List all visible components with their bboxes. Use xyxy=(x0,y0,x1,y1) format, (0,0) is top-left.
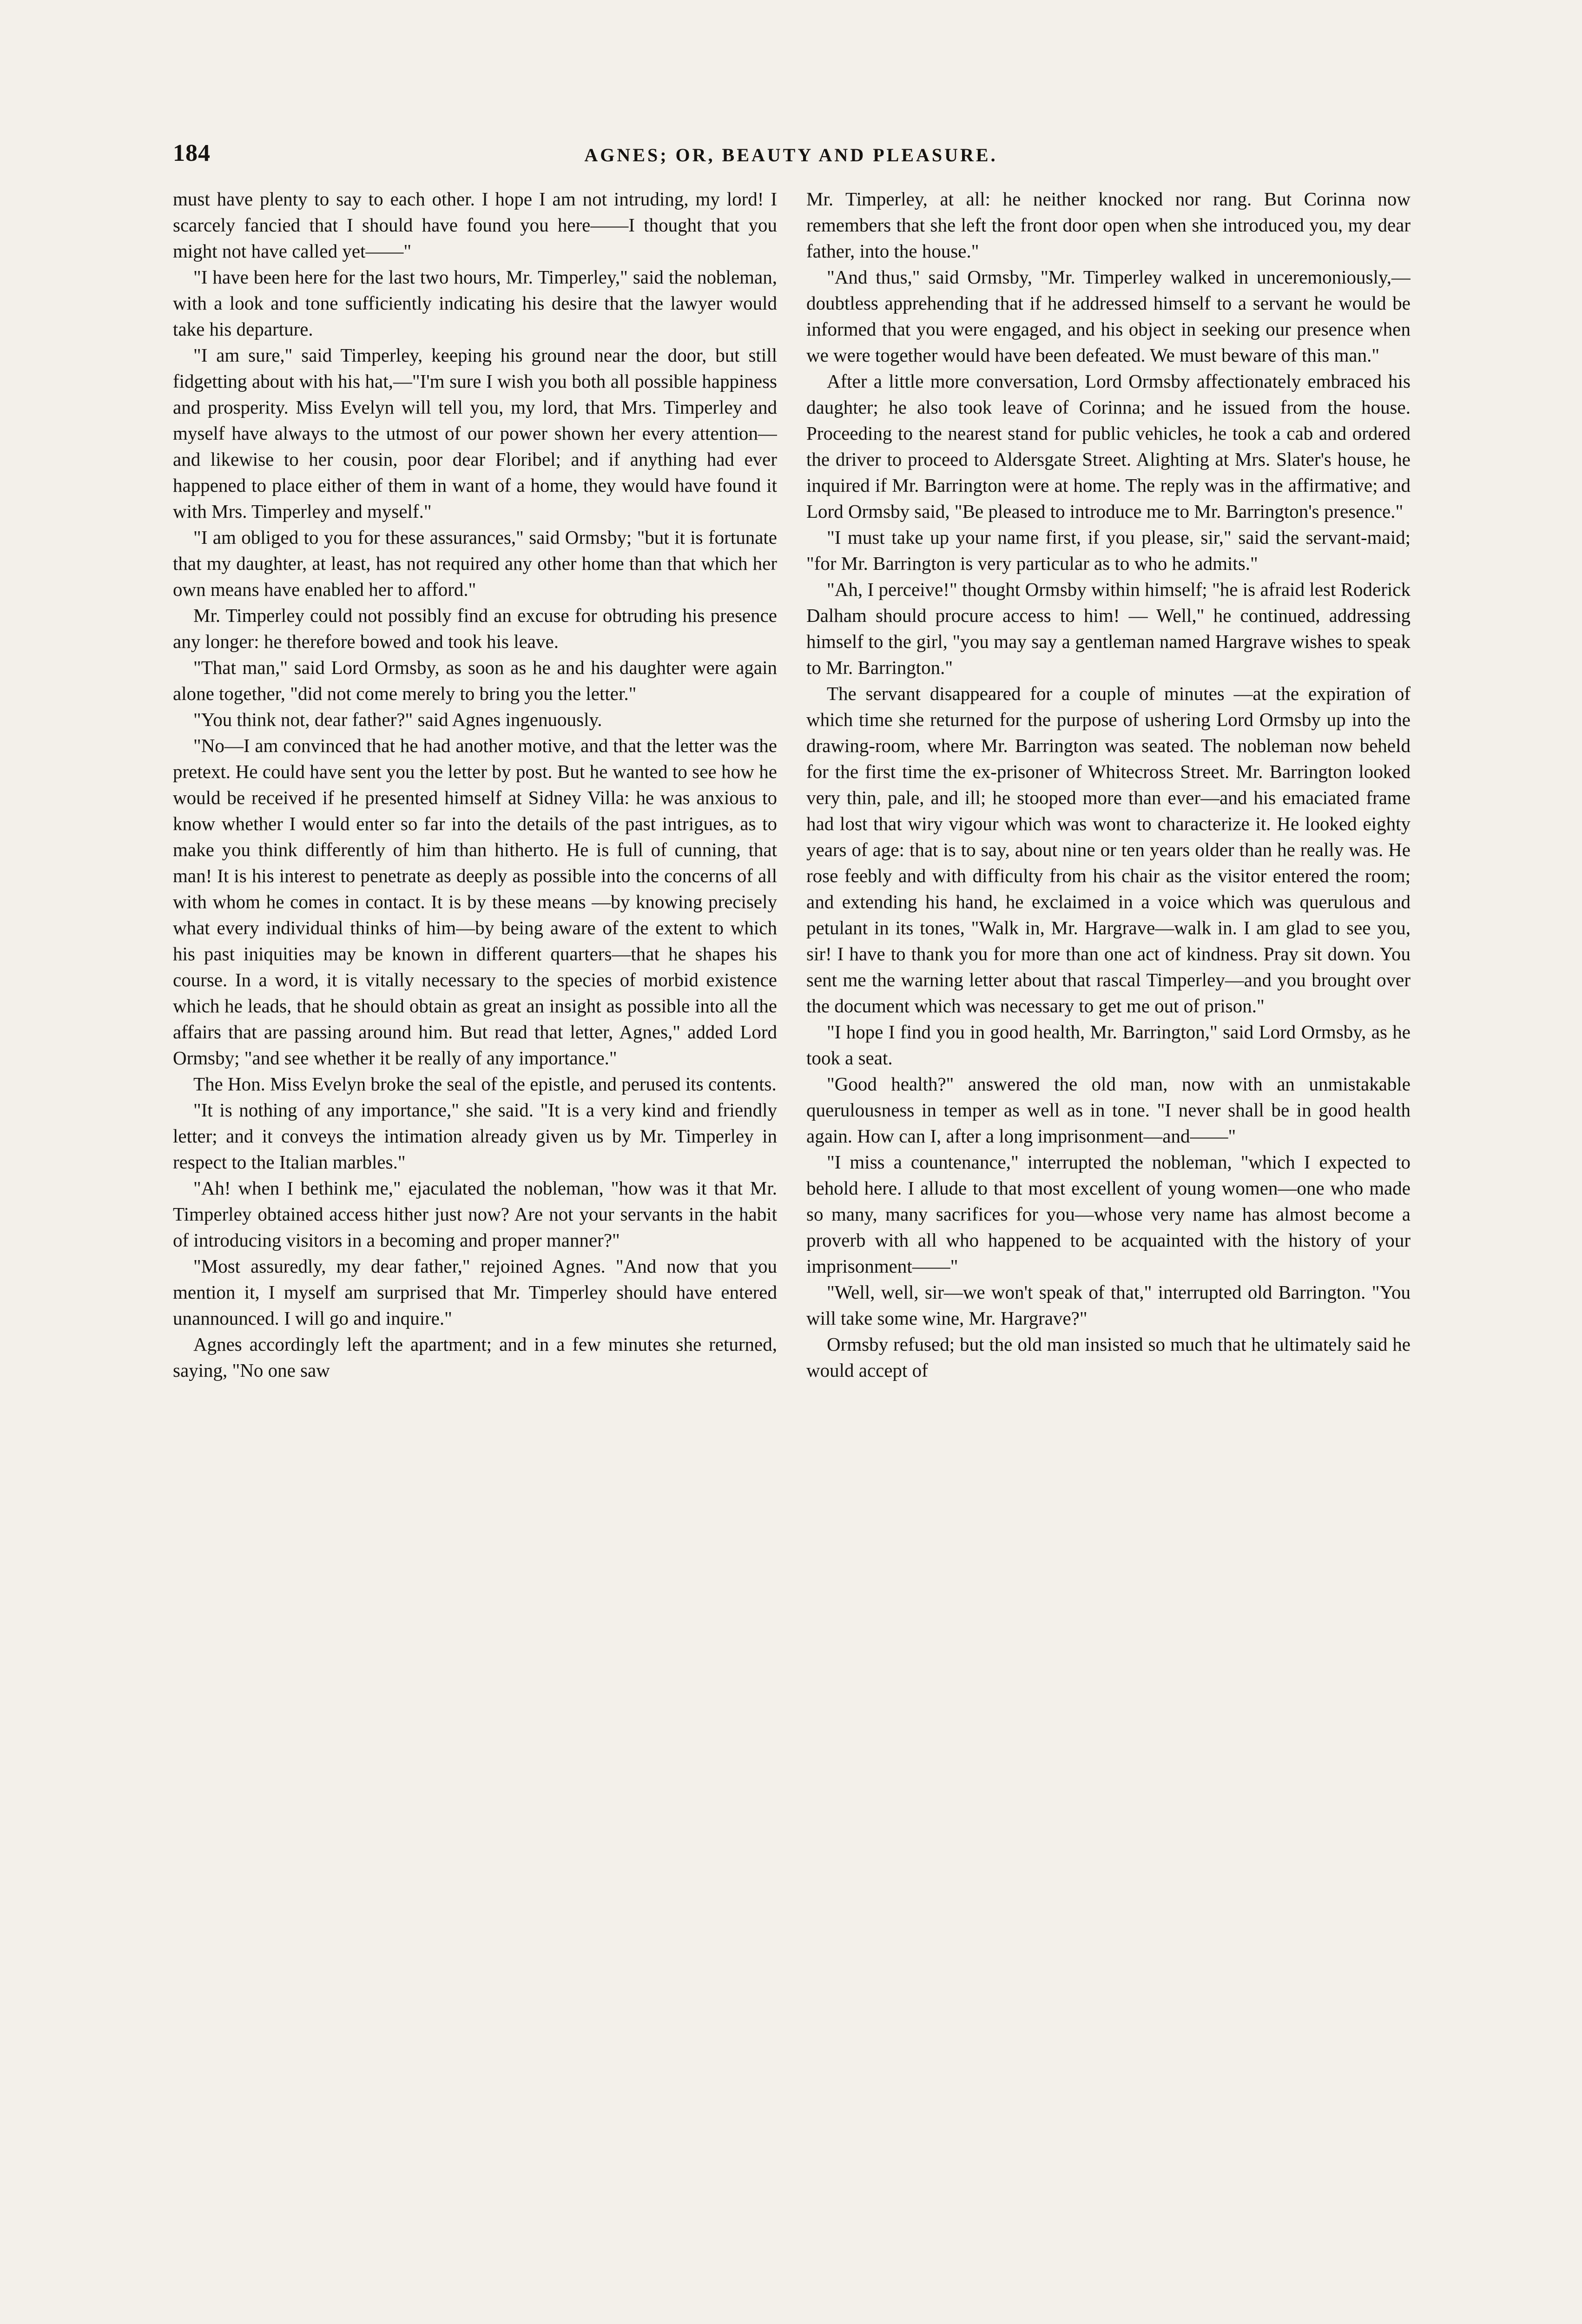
paragraph: "I miss a countenance," interrupted the nobleman, "which I expected to behold here. I allude to that most excellent of young women—one who made so many, many sacrifices for you—whose very name has almost become a proverb with all who happened to be acquainted with the history of your imprisonment——" xyxy=(806,1151,1411,1277)
paragraph: Agnes accordingly left the apartment; and in a few minutes she returned, saying, "No one saw xyxy=(173,1334,777,1381)
paragraph: must have plenty to say to each other. I hope I am not intruding, my lord! I scarcely fancied that I should have found you here——I thought that you might not have called yet——" xyxy=(173,188,777,262)
paragraph: "It is nothing of any importance," she said. "It is a very kind and friendly letter; and it conveys the intimation already given us by Mr. Timperley in respect to the Italian marbles." xyxy=(173,1099,777,1173)
paragraph: Mr. Timperley, at all: he neither knocked nor rang. But Corinna now remembers that she left the front door open when she introduced you, my dear father, into the house." xyxy=(806,188,1411,262)
paragraph: "Most assuredly, my dear father," rejoined Agnes. "And now that you mention it, I myself am surprised that Mr. Timperley should have entered unannounced. I will go and inquire." xyxy=(173,1255,777,1329)
paragraph: "Ah, I perceive!" thought Ormsby within himself; "he is afraid lest Roderick Dalham should procure access to him! — Well," he continued, addressing himself to the girl, "you may say a gentleman named Hargrave wishes to speak to Mr. Barrington." xyxy=(806,579,1411,678)
paragraph: The servant disappeared for a couple of minutes —at the expiration of which time she returned for the purpose of ushering Lord Ormsby up into the drawing-room, where Mr. Barrington was seated. The nobleman now beheld for the first time the ex-prisoner of Whitecross Street. Mr. Barrington looked very thin, pale, and ill; he stooped more than ever—and his emaciated frame had lost that wiry vigour which was wont to characterize it. He looked eighty years of age: that is to say, about nine or ten years older than he really was. He rose feebly and with difficulty from his chair as the visitor entered the room; and extending his hand, he exclaimed in a voice which was querulous and petulant in its tones, "Walk in, Mr. Hargrave—walk in. I am glad to see you, sir! I have to thank you for more than one act of kindness. Pray sit down. You sent me the warning letter about that rascal Timperley—and you brought over the document which was necessary to get me out of prison." xyxy=(806,683,1411,1017)
paragraph: "No—I am convinced that he had another motive, and that the letter was the pretext. He could have sent you the letter by post. But he wanted to see how he would be received if he presented himself at Sidney Villa: he was anxious to know whether I would enter so far into the details of the past intrigues, as to make you think differently of him than hitherto. He is full of cunning, that man! It is his interest to penetrate as deeply as possible into the concerns of all with whom he comes in contact. It is by these means —by knowing precisely what every individual thinks of him—by being aware of the extent to which his past iniquities may be known in different quarters—that he shapes his course. In a word, it is vitally necessary to the species of morbid existence which he leads, that he should obtain as great an insight as possible into all the affairs that are passing around him. But read that letter, Agnes," added Lord Ormsby; "and see whether it be really of any importance." xyxy=(173,735,777,1069)
paragraph: "And thus," said Ormsby, "Mr. Timperley walked in unceremoniously,—doubtless apprehending that if he addressed himself to a servant he would be informed that you were engaged, and his object in seeking our presence when we were together would have been defeated. We must beware of this man." xyxy=(806,266,1411,366)
page-number: 184 xyxy=(173,140,211,166)
right-column xyxy=(806,186,1411,2305)
paragraph: "I am sure," said Timperley, keeping his ground near the door, but still fidgetting about with his hat,—"I'm sure I wish you both all possible happiness and prosperity. Miss Evelyn will tell you, my lord, that Mrs. Timperley and myself have always to the utmost of our power shown her every attention—and likewise to her cousin, poor dear Floribel; and if anything had ever happened to place either of them in want of a home, they would have found it with Mrs. Timperley and myself." xyxy=(173,344,777,522)
paragraph: Mr. Timperley could not possibly find an excuse for obtruding his presence any longer: he therefore bowed and took his leave. xyxy=(173,605,777,652)
paragraph: "Ah! when I bethink me," ejaculated the nobleman, "how was it that Mr. Timperley obtained access hither just now? Are not your servants in the habit of introducing visitors in a becoming and proper manner?" xyxy=(173,1177,777,1251)
paragraph: "You think not, dear father?" said Agnes ingenuously. xyxy=(193,709,602,730)
paragraph: "That man," said Lord Ormsby, as soon as he and his daughter were again alone together, "did not come merely to bring you the letter." xyxy=(173,657,777,704)
paragraph: Ormsby refused; but the old man insisted so much that he ultimately said he would accept of xyxy=(806,1334,1411,1381)
paragraph: After a little more conversation, Lord Ormsby affectionately embraced his daughter; he also took leave of Corinna; and he issued from the house. Proceeding to the nearest stand for public vehicles, he took a cab and ordered the driver to proceed to Aldersgate Street. Alighting at Mrs. Slater's house, he inquired if Mr. Barrington were at home. The reply was in the affirmative; and Lord Ormsby said, "Be pleased to introduce me to Mr. Barrington's presence." xyxy=(806,370,1411,522)
paragraph: The Hon. Miss Evelyn broke the seal of the epistle, and perused its contents. xyxy=(193,1073,777,1095)
paragraph: "Good health?" answered the old man, now with an unmistakable querulousness in temper as well as in tone. "I never shall be in good health again. How can I, after a long imprisonment—and——" xyxy=(806,1073,1411,1147)
running-head: AGNES; OR, BEAUTY AND PLEASURE. xyxy=(584,145,998,165)
paragraph: "Well, well, sir—we won't speak of that," interrupted old Barrington. "You will take some wine, Mr. Hargrave?" xyxy=(806,1281,1411,1329)
paragraph: "I am obliged to you for these assurances," said Ormsby; "but it is fortunate that my daughter, at least, has not required any other home than that which her own means have enabled her to afford." xyxy=(173,527,777,600)
left-column xyxy=(173,186,777,2305)
paragraph: "I have been here for the last two hours, Mr. Timperley," said the nobleman, with a look and tone sufficiently indicating his desire that the lawyer would take his departure. xyxy=(173,266,777,340)
paragraph: "I hope I find you in good health, Mr. Barrington," said Lord Ormsby, as he took a seat. xyxy=(806,1021,1411,1069)
page-header xyxy=(173,139,1409,172)
paragraph: "I must take up your name first, if you please, sir," said the servant-maid; "for Mr. Barrington is very particular as to who he admits." xyxy=(806,527,1411,574)
